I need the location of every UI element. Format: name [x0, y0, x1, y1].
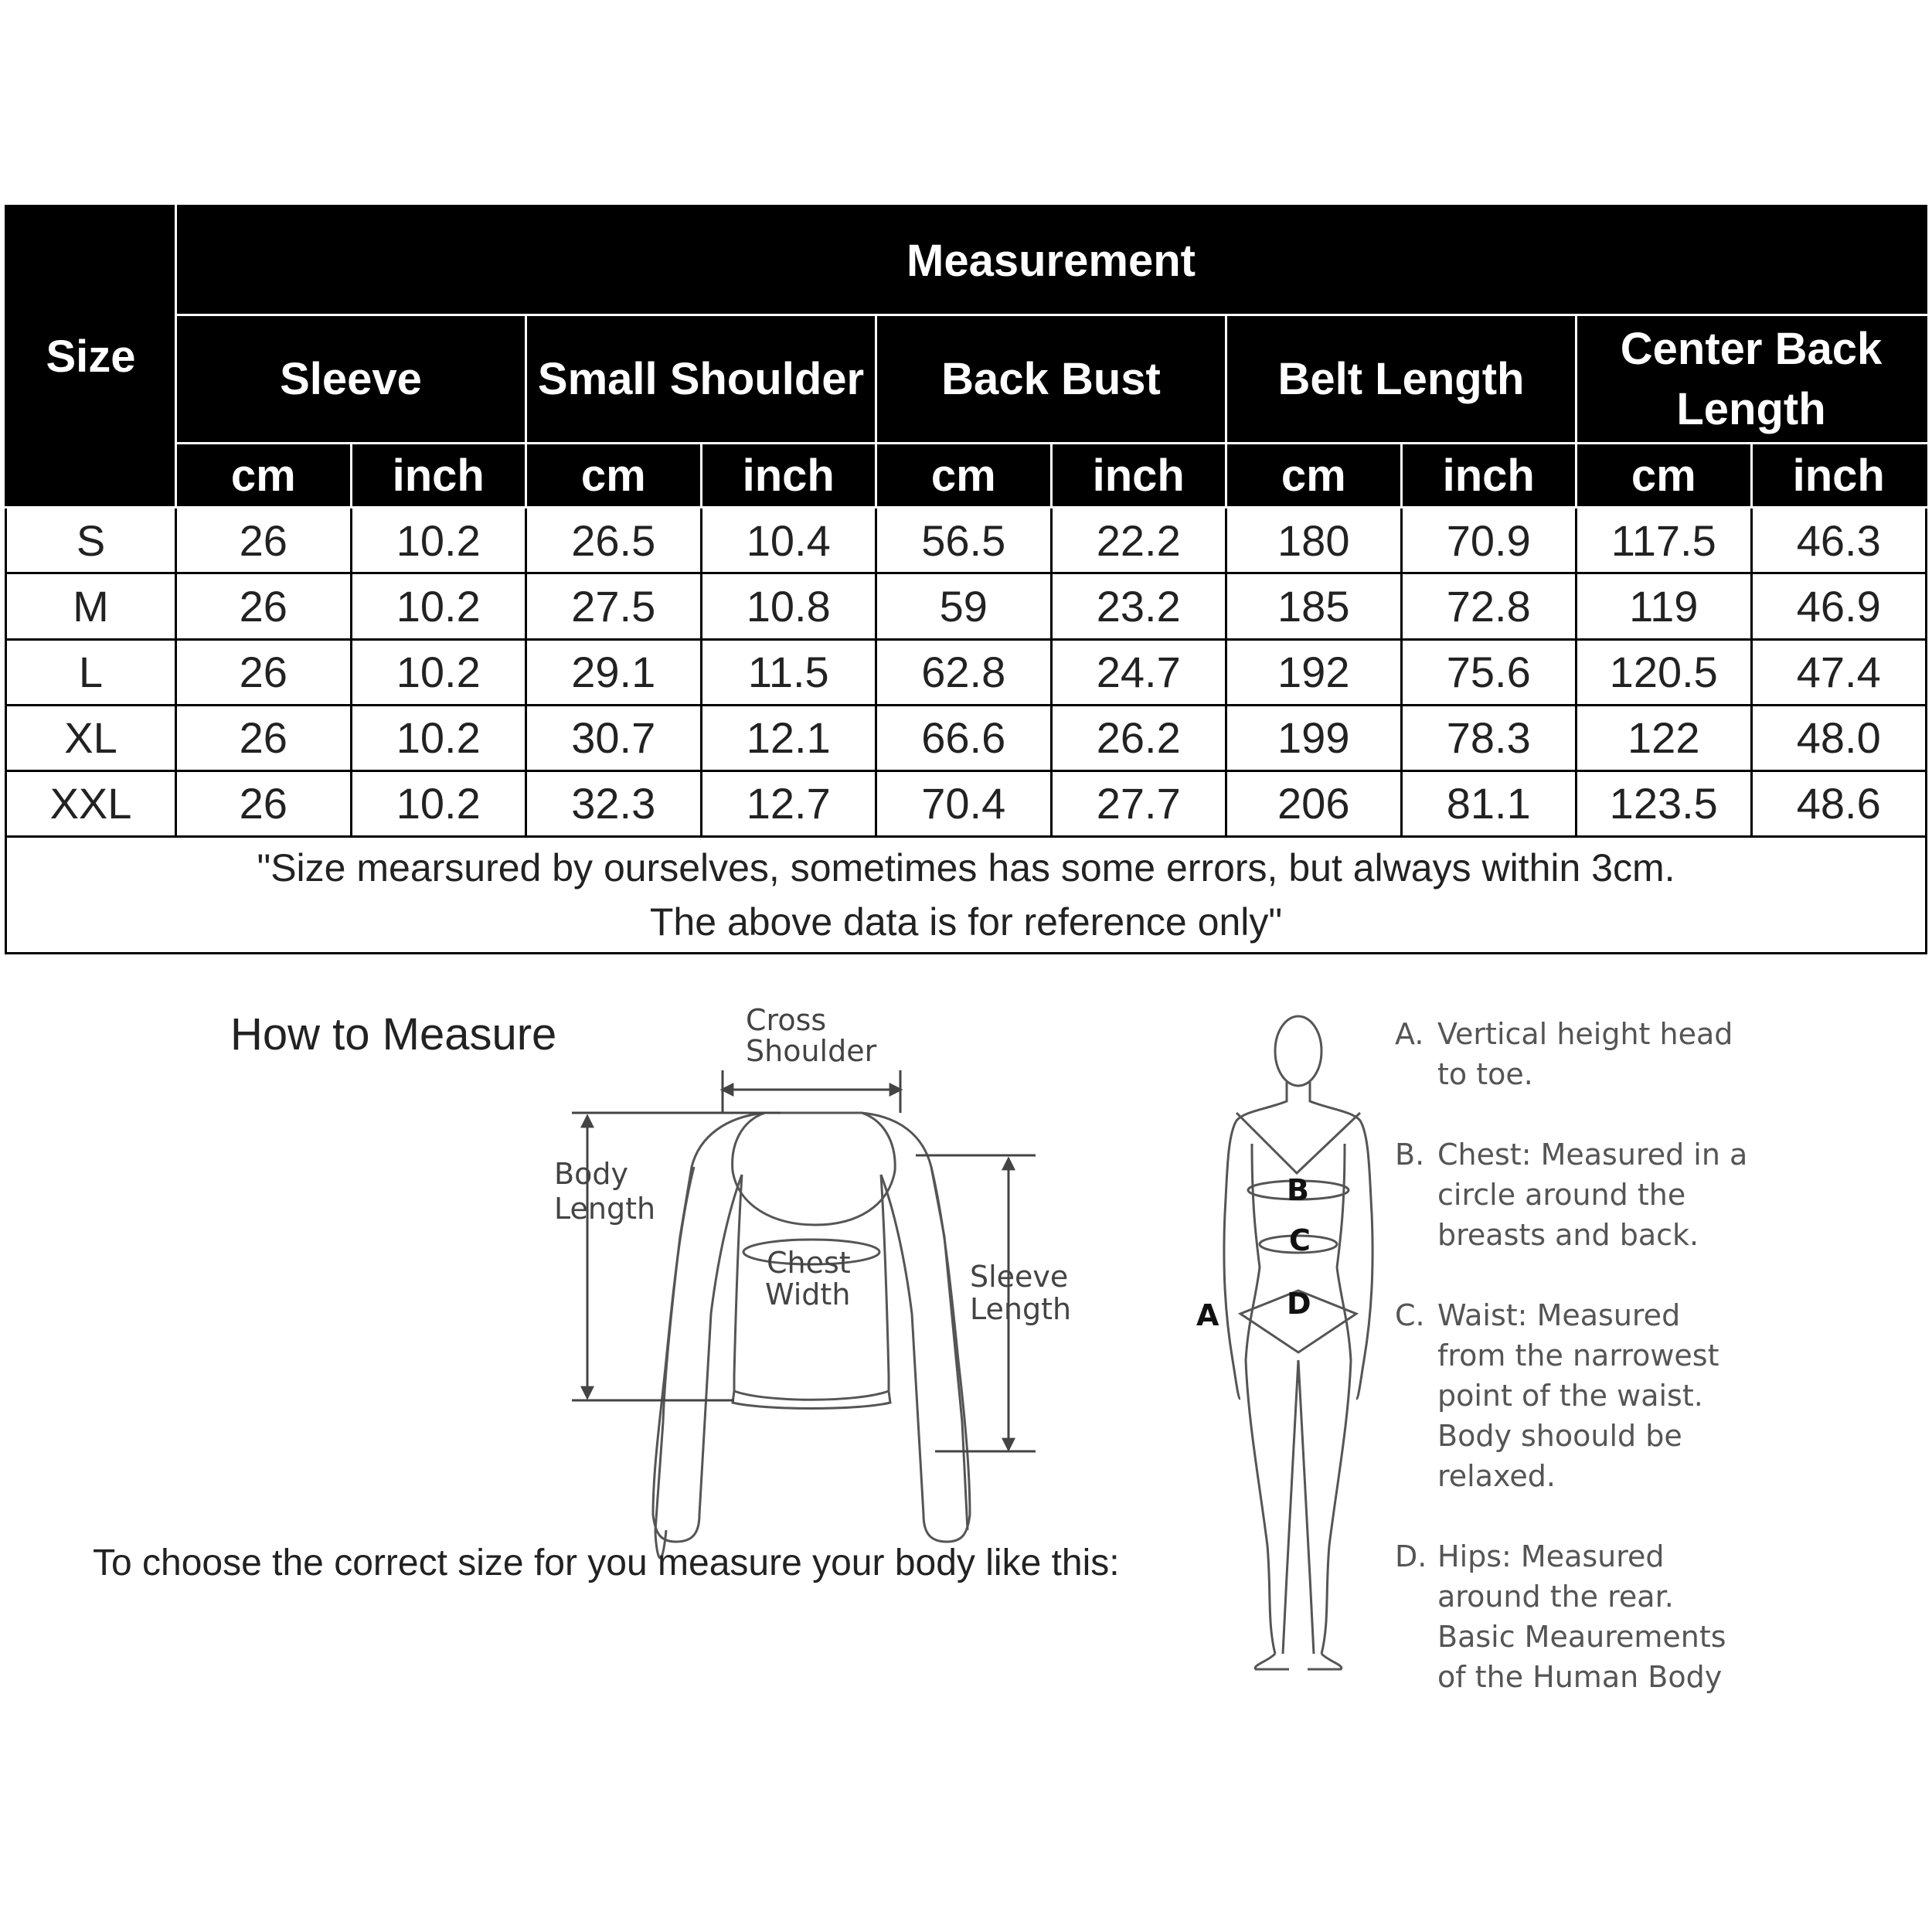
legend-letter: A. — [1395, 1017, 1424, 1051]
cell: 10.8 — [701, 573, 876, 639]
legend-line: Waist: Measured — [1437, 1298, 1681, 1332]
cell: 192 — [1226, 639, 1402, 705]
cell: 47.4 — [1751, 639, 1927, 705]
cell: 70.9 — [1401, 508, 1577, 573]
cross-shoulder-label-1: Cross — [746, 1003, 827, 1037]
cell: 26 — [176, 770, 352, 836]
legend-letter: C. — [1395, 1298, 1425, 1332]
cell: 123.5 — [1577, 770, 1752, 836]
row-size: XL — [6, 705, 176, 770]
column-back-bust: Back Bust — [876, 315, 1226, 444]
cell: 48.0 — [1751, 705, 1927, 770]
row-size: L — [6, 639, 176, 705]
sleeve-length-label-2: Length — [970, 1292, 1072, 1326]
cell: 29.1 — [526, 639, 702, 705]
unit-cm: cm — [176, 444, 352, 508]
cell: 12.1 — [701, 705, 876, 770]
cell: 119 — [1577, 573, 1752, 639]
unit-inch: inch — [1751, 444, 1927, 508]
cell: 27.5 — [526, 573, 702, 639]
size-note-line-1: "Size mearsured by ourselves, sometimes has some errors, but always within 3cm. — [257, 845, 1675, 889]
legend-line: point of the waist. — [1437, 1379, 1703, 1413]
cell: 26.2 — [1051, 705, 1226, 770]
cell: 22.2 — [1051, 508, 1226, 573]
legend-line: Vertical height head — [1437, 1017, 1733, 1051]
cell: 12.7 — [701, 770, 876, 836]
cell: 75.6 — [1401, 639, 1577, 705]
cell: 23.2 — [1051, 573, 1226, 639]
cell: 10.2 — [351, 705, 526, 770]
row-size: S — [6, 508, 176, 573]
cell: 26 — [176, 639, 352, 705]
cell: 46.3 — [1751, 508, 1927, 573]
legend-line: from the narrowest — [1437, 1338, 1719, 1372]
cell: 32.3 — [526, 770, 702, 836]
legend-line: to toe. — [1437, 1057, 1533, 1091]
body-letter-d: D — [1287, 1287, 1311, 1321]
cell: 30.7 — [526, 705, 702, 770]
cell: 180 — [1226, 508, 1402, 573]
cell: 11.5 — [701, 639, 876, 705]
cell: 62.8 — [876, 639, 1052, 705]
cell: 24.7 — [1051, 639, 1226, 705]
legend-line: Body shoould be — [1437, 1419, 1682, 1453]
body-figure — [1224, 1016, 1372, 1669]
legend-line: Hips: Measured — [1437, 1539, 1665, 1573]
body-length-label-2: Length — [554, 1192, 656, 1226]
cell: 81.1 — [1401, 770, 1577, 836]
how-to-measure-title: How to Measure — [230, 1009, 557, 1060]
column-small-shoulder: Small Shoulder — [526, 315, 876, 444]
legend-item-b — [1395, 1134, 1828, 1255]
measurement-legend — [1395, 1014, 1828, 1737]
body-letter-c: C — [1289, 1223, 1311, 1257]
row-size: M — [6, 573, 176, 639]
cell: 56.5 — [876, 508, 1052, 573]
legend-line: breasts and back. — [1437, 1218, 1699, 1252]
cell: 120.5 — [1577, 639, 1752, 705]
cell: 199 — [1226, 705, 1402, 770]
cell: 72.8 — [1401, 573, 1577, 639]
cell: 26 — [176, 705, 352, 770]
row-size: XXL — [6, 770, 176, 836]
cell: 26.5 — [526, 508, 702, 573]
cell: 66.6 — [876, 705, 1052, 770]
cell: 122 — [1577, 705, 1752, 770]
cell: 10.4 — [701, 508, 876, 573]
chest-width-label-2: Width — [765, 1277, 851, 1311]
cell: 10.2 — [351, 508, 526, 573]
unit-inch: inch — [351, 444, 526, 508]
legend-line: circle around the — [1437, 1178, 1686, 1212]
column-belt-length: Belt Length — [1226, 315, 1577, 444]
cell: 117.5 — [1577, 508, 1752, 573]
column-sleeve: Sleeve — [176, 315, 526, 444]
cell: 10.2 — [351, 639, 526, 705]
cell: 26 — [176, 508, 352, 573]
legend-line: Basic Meaurements — [1437, 1620, 1726, 1654]
legend-letter: D. — [1395, 1539, 1427, 1573]
cell: 185 — [1226, 573, 1402, 639]
measurement-header: Measurement — [176, 206, 1927, 315]
sleeve-length-label-1: Sleeve — [970, 1260, 1069, 1294]
unit-inch: inch — [701, 444, 876, 508]
cell: 10.2 — [351, 770, 526, 836]
column-center-back-length: Center Back Length — [1577, 315, 1927, 444]
body-letter-b: B — [1287, 1173, 1309, 1207]
cell: 48.6 — [1751, 770, 1927, 836]
legend-line: relaxed. — [1437, 1459, 1556, 1493]
legend-item-a — [1395, 1014, 1828, 1094]
sweater-figure — [653, 1113, 970, 1558]
choose-size-instruction: To choose the correct size for you measure your body like this: — [93, 1543, 1120, 1583]
legend-line: of the Human Body — [1437, 1660, 1723, 1694]
cell: 206 — [1226, 770, 1402, 836]
cell: 78.3 — [1401, 705, 1577, 770]
unit-cm: cm — [1226, 444, 1402, 508]
unit-cm: cm — [876, 444, 1052, 508]
legend-line: Chest: Measured in a — [1437, 1138, 1748, 1172]
unit-cm: cm — [526, 444, 702, 508]
unit-inch: inch — [1401, 444, 1577, 508]
body-length-label-1: Body — [554, 1157, 628, 1191]
cell: 26 — [176, 573, 352, 639]
cell: 46.9 — [1751, 573, 1927, 639]
legend-letter: B. — [1395, 1138, 1425, 1172]
cell: 59 — [876, 573, 1052, 639]
cross-shoulder-label-2: Shoulder — [746, 1034, 877, 1068]
legend-item-c — [1395, 1295, 1828, 1496]
unit-inch: inch — [1051, 444, 1226, 508]
cell: 27.7 — [1051, 770, 1226, 836]
unit-cm: cm — [1577, 444, 1752, 508]
cell: 70.4 — [876, 770, 1052, 836]
legend-item-d — [1395, 1536, 1828, 1697]
body-letter-a: A — [1196, 1298, 1219, 1332]
size-note-line-2: The above data is for reference only" — [649, 900, 1283, 944]
legend-line: around the rear. — [1437, 1580, 1674, 1614]
cell: 10.2 — [351, 573, 526, 639]
chest-width-label-1: Chest — [767, 1246, 851, 1280]
size-header: Size — [6, 206, 176, 508]
